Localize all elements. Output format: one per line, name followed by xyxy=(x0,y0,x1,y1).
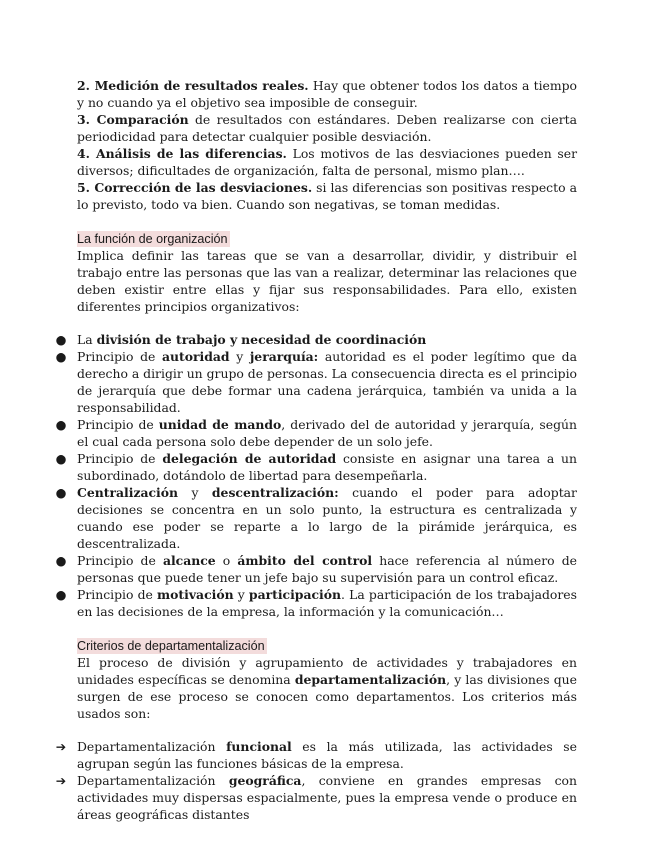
step-3-text: de resultados con estándares. Deben realizarse con cierta periodicidad para detectar cualquier posible desviación. xyxy=(77,112,577,144)
list-item: ● Principio de delegación de autoridad consiste en asignar una tarea a un subordinado, dotándolo de libertad para desempeñarla. xyxy=(55,451,577,483)
organizacion-heading: La función de organización xyxy=(77,232,228,246)
step-5-paragraph xyxy=(77,179,577,213)
page-content xyxy=(55,77,578,823)
list-item: ● Principio de autoridad y jerarquía: autoridad es el poder legítimo que da derecho a dirigir un grupo de personas. La consecuencia directa es el principio de jerarquía que debe formar una cadena jerárquica, también va unida a la responsabilidad. xyxy=(55,349,577,415)
step-5-title: 5. Corrección de las desviaciones. xyxy=(77,180,313,195)
step-4-paragraph xyxy=(77,145,577,179)
bullet-dot-icon: ● xyxy=(55,587,67,602)
list-item: ➔ Departamentalización geográfica, conviene en grandes empresas con actividades muy dispersas espacialmente, pues la empresa vende o produce en áreas geográficas distantes xyxy=(55,773,577,822)
departamentalizacion-heading: Criterios de departamentalización xyxy=(77,639,265,653)
step-3-title: 3. Comparación xyxy=(77,112,189,127)
departamentalizacion-intro: El proceso de división y agrupamiento de actividades y trabajadores en unidades específicas se denomina departamentalización, y las divisiones que surgen de ese proceso se conocen como departamentos. Los criterios más usados son: xyxy=(77,655,577,721)
arrow-right-icon: ➔ xyxy=(55,773,67,788)
list-item: ➔ Departamentalización funcional es la más utilizada, las actividades se agrupan según las funciones básicas de la empresa. xyxy=(55,739,577,771)
bullet-dot-icon: ● xyxy=(55,451,67,466)
step-3-paragraph xyxy=(77,111,577,145)
organizacion-heading-wrap xyxy=(77,230,577,247)
bullet-dot-icon: ● xyxy=(55,332,67,347)
arrow-right-icon: ➔ xyxy=(55,739,67,754)
step-5-text: si las diferencias son positivas respecto a lo previsto, todo va bien. Cuando son negativas, se toman medidas. xyxy=(77,180,577,212)
bullet-dot-icon: ● xyxy=(55,553,67,568)
bullet-dot-icon: ● xyxy=(55,485,67,500)
step-2-text: Hay que obtener todos los datos a tiempo y no cuando ya el objetivo sea imposible de conseguir. xyxy=(77,78,578,110)
step-2-paragraph xyxy=(77,77,577,111)
list-item: ● La división de trabajo y necesidad de coordinación xyxy=(55,332,427,347)
list-item: ● Principio de motivación y participación. La participación de los trabajadores en las decisiones de la empresa, la información y la comunicación… xyxy=(55,587,577,619)
bullet-dot-icon: ● xyxy=(55,417,67,432)
bullet-dot-icon: ● xyxy=(55,349,67,364)
criteria-list xyxy=(55,738,577,823)
departamentalizacion-heading-wrap xyxy=(77,637,577,654)
organizacion-intro: Implica definir las tareas que se van a desarrollar, dividir, y distribuir el trabajo entre las personas que las van a realizar, determinar las relaciones que deben existir entre ellas y fijar sus responsabilidades. Para ello, existen diferentes principios organizativos: xyxy=(77,248,577,314)
list-item: ● Principio de alcance o ámbito del control hace referencia al número de personas que puede tener un jefe bajo su supervisión para un control eficaz. xyxy=(55,553,577,585)
principles-list xyxy=(55,331,577,620)
step-2-title: 2. Medición de resultados reales. xyxy=(77,78,309,93)
list-item: ● Principio de unidad de mando, derivado del de autoridad y jerarquía, según el cual cada persona solo debe depender de un solo jefe. xyxy=(55,417,577,449)
list-item: ● Centralización y descentralización: cuando el poder para adoptar decisiones se concentra en un solo punto, la estructura es centralizada y cuando ese poder se reparte a lo largo de la pirámide jerárquica, es descentralizada. xyxy=(55,485,577,551)
step-4-text: Los motivos de las desviaciones pueden ser diversos; dificultades de organización, falta de personal, mismo plan…. xyxy=(77,146,578,178)
step-4-title: 4. Análisis de las diferencias. xyxy=(77,146,287,161)
